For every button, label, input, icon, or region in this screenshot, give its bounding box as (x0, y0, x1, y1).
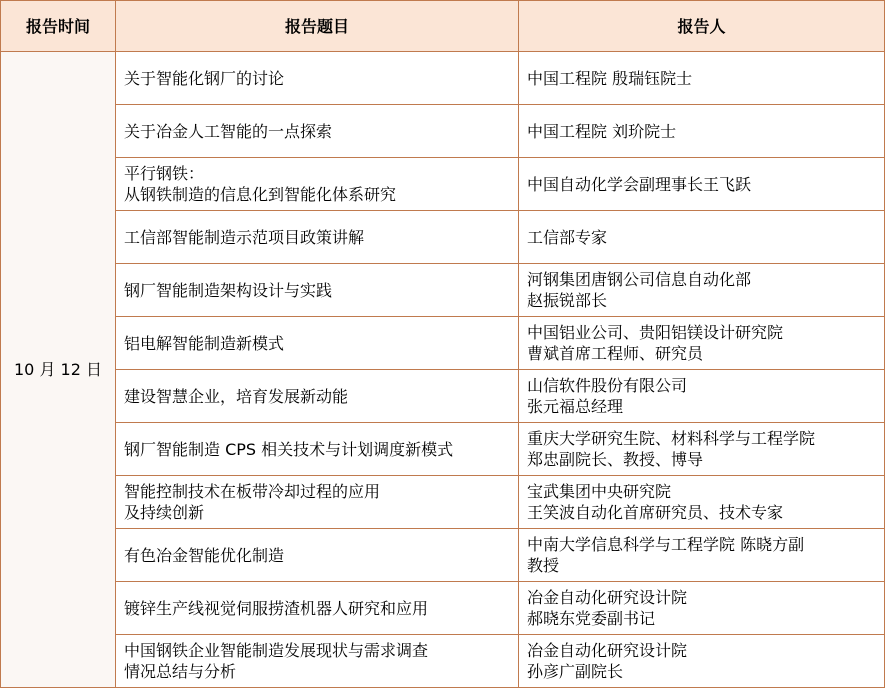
topic-cell (116, 635, 519, 688)
speaker-line: 孙彦广副院长 (527, 662, 624, 681)
speaker-cell (519, 582, 885, 635)
speaker-cell (519, 105, 885, 158)
table-row (1, 105, 885, 158)
table-row (1, 423, 885, 476)
speaker-cell (519, 370, 885, 423)
header-row (1, 1, 885, 52)
table-row (1, 635, 885, 688)
topic-cell (116, 582, 519, 635)
speaker-cell (519, 529, 885, 582)
topic-line: 智能控制技术在板带冷却过程的应用 (124, 482, 381, 501)
speaker-cell (519, 264, 885, 317)
speaker-line: 河钢集团唐钢公司信息自动化部 (527, 270, 752, 289)
topic-line: 及持续创新 (124, 503, 205, 522)
speaker-line: 教授 (527, 556, 560, 575)
header-time: 报告时间 (1, 1, 116, 52)
table-row (1, 370, 885, 423)
topic-cell (116, 211, 519, 264)
table-row (1, 264, 885, 317)
speaker-cell (519, 423, 885, 476)
speaker-line: 郝晓东党委副书记 (527, 609, 656, 628)
speaker-line: 冶金自动化研究设计院 (527, 641, 688, 660)
table-row (1, 317, 885, 370)
speaker-line: 中国工程院 刘玠院士 (527, 121, 677, 141)
speaker-line: 郑忠副院长、教授、博导 (527, 450, 704, 469)
topic-line: 关于冶金人工智能的一点探索 (124, 121, 333, 141)
topic-line: 镀锌生产线视觉伺服捞渣机器人研究和应用 (124, 598, 429, 618)
date-cell: 10 月 12 日 (1, 52, 116, 688)
speaker-line: 山信软件股份有限公司 (527, 376, 688, 395)
topic-cell (116, 476, 519, 529)
speaker-line: 中国铝业公司、贵阳铝镁设计研究院 (527, 323, 784, 342)
speaker-cell (519, 476, 885, 529)
topic-line: 平行钢铁： (124, 164, 205, 183)
table-row (1, 582, 885, 635)
speaker-line: 赵振锐部长 (527, 291, 608, 310)
speaker-line: 王笑波自动化首席研究员、技术专家 (527, 503, 784, 522)
topic-cell (116, 105, 519, 158)
speaker-cell (519, 158, 885, 211)
speaker-line: 曹斌首席工程师、研究员 (527, 344, 704, 363)
topic-line: 钢厂智能制造架构设计与实践 (124, 280, 333, 300)
speaker-line: 重庆大学研究生院、材料科学与工程学院 (527, 429, 816, 448)
topic-cell (116, 370, 519, 423)
topic-cell (116, 264, 519, 317)
speaker-line: 中国工程院 殷瑞钰院士 (527, 68, 693, 88)
topic-line: 铝电解智能制造新模式 (124, 333, 285, 353)
speaker-cell (519, 52, 885, 105)
table-row (1, 476, 885, 529)
speaker-line: 工信部专家 (527, 227, 608, 247)
header-speaker: 报告人 (519, 1, 885, 52)
topic-line: 钢厂智能制造 CPS 相关技术与计划调度新模式 (124, 439, 454, 459)
header-topic: 报告题目 (116, 1, 519, 52)
topic-line: 建设智慧企业，培育发展新动能 (124, 386, 349, 406)
speaker-line: 中南大学信息科学与工程学院 陈晓方副 (527, 535, 805, 554)
table-row (1, 211, 885, 264)
topic-line: 工信部智能制造示范项目政策讲解 (124, 227, 365, 247)
table-row (1, 529, 885, 582)
speaker-cell (519, 317, 885, 370)
speaker-cell (519, 635, 885, 688)
topic-cell (116, 52, 519, 105)
speaker-line: 张元福总经理 (527, 397, 624, 416)
schedule-body (1, 52, 885, 688)
speaker-line: 宝武集团中央研究院 (527, 482, 672, 501)
topic-cell (116, 423, 519, 476)
table-row (1, 52, 885, 105)
speaker-cell (519, 211, 885, 264)
topic-line: 中国钢铁企业智能制造发展现状与需求调查 (124, 641, 429, 660)
topic-line: 从钢铁制造的信息化到智能化体系研究 (124, 185, 397, 204)
topic-line: 情况总结与分析 (124, 662, 237, 681)
topic-cell (116, 529, 519, 582)
speaker-line: 中国自动化学会副理事长王飞跃 (527, 174, 752, 194)
topic-cell (116, 317, 519, 370)
speaker-line: 冶金自动化研究设计院 (527, 588, 688, 607)
table-row (1, 158, 885, 211)
topic-line: 关于智能化钢厂的讨论 (124, 68, 285, 88)
topic-line: 有色冶金智能优化制造 (124, 545, 285, 565)
topic-cell (116, 158, 519, 211)
